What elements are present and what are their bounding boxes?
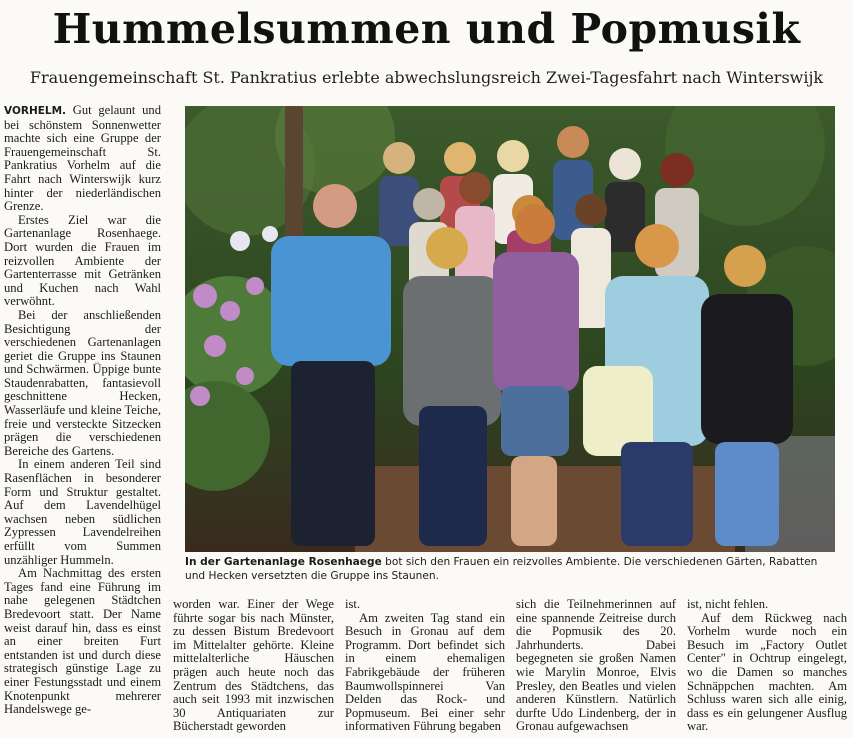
paragraph: ist, nicht fehlen. [687, 597, 769, 611]
paragraph: Auf dem Rückweg nach Vorhelm wurde noch ein Besuch im „Factory Outlet Center" in Ochtrup eingelegt, wo die Damen so manches Schnäppchen machten. Am Schluss waren sich alle einig, dass es ein gelungener Ausflug war. [687, 610, 847, 734]
dateline: VORHELM. [4, 105, 67, 117]
headline: Hummelsummen und Popmusik [52, 5, 801, 53]
paragraph: worden war. Einer der Wege führte sogar bis nach Münster, zu dessen Bistum Bredevoort im Mittelalter gehörte. Kleine mittelalterliche Häuschen prägen auch heute noch das Zentrum des Städtchens, das auch seit 1993 mit inzwischen 30 Antiquariaten zur Bücherstadt geworden [173, 597, 334, 734]
group-photo-illustration [185, 106, 835, 552]
paragraph: Erstes Ziel war die Gartenanlage Rosenhaege. Dort wurden die Frauen im reizvollen Ambiente der Gartenterrasse mit Getränken und Kuchen nach Wahl verwöhnt. [4, 212, 161, 309]
article-column-3 [345, 598, 505, 734]
paragraph [4, 104, 161, 214]
caption-text: bot sich den Frauen ein reizvolles Ambiente. Die verschiedenen Gärten, Rabatten und Hecken versetzten die Gruppe ins Staunen. [185, 556, 818, 582]
article-column-1 [4, 104, 161, 738]
paragraph: ist. [345, 597, 361, 611]
article-column-2 [173, 598, 334, 734]
paragraph: Am Nachmittag des ersten Tages fand eine Führung im nahe gelegenen Städtchen Bredevoort statt. Der Name weist darauf hin, dass es einst an einer breiten Furt entstanden ist und durch diese strategisch günstige Lage zu einer Festungsstadt und einem Knotenpunkt mehrerer Handelswege ge- [4, 566, 161, 717]
paragraph: sich die Teilnehmerinnen auf eine spannende Zeitreise durch die Popmusik des 20. Jahrhunderts. Dabei begegneten sie großen Namen wie Marylin Monroe, Elvis Presley, den Beatles und vielen anderen Künstlern. Natürlich durfte Udo Lindenberg, der in Gronau aufgewachsen [516, 597, 676, 734]
paragraph: Bei der anschließenden Besichtigung der verschiedenen Gartenanlagen geriet die Gruppe ins Staunen und Schwärmen. Üppige bunte Staudenrabatten, fantasievoll geschnittene Hecken, Wasserläufe und kleine Teiche, freie und versteckte Sitzecken prägen die verschiedenen Bereiche des Gartens. [4, 307, 161, 458]
caption-lead: In der Gartenanlage Rosenhaege [185, 556, 382, 568]
paragraph: In einem anderen Teil sind Rasenflächen in besonderer Form und Struktur gestaltet. Auf dem Lavendelhügel wachsen neben südlichen Zypressen Lavendelreihen erfüllt vom Summen unzähliger Hummeln. [4, 457, 161, 567]
paragraph-text: Gut gelaunt und bei schönstem Sonnenwetter machte sich eine Gruppe der Frauengemeinschaft St. Pankratius Vorhelm auf die Fahrt nach Winterswijk kurz hinter der niederländischen Grenze. [4, 104, 161, 214]
group-photo [185, 106, 835, 552]
article-column-4 [516, 598, 676, 734]
article-column-5 [687, 598, 847, 734]
subheadline: Frauengemeinschaft St. Pankratius erlebte abwechslungsreich Zwei-Tagesfahrt nach Winterswijk [29, 68, 824, 87]
paragraph: Am zweiten Tag stand ein Besuch in Gronau auf dem Programm. Dort befindet sich in einem ehemaligen Fabrikgebäude der früheren Baumwollspinnerei Van Delden das Rock- und Popmuseum. Bei einer sehr informativen Führung begaben [345, 610, 505, 734]
photo-caption [185, 555, 840, 583]
